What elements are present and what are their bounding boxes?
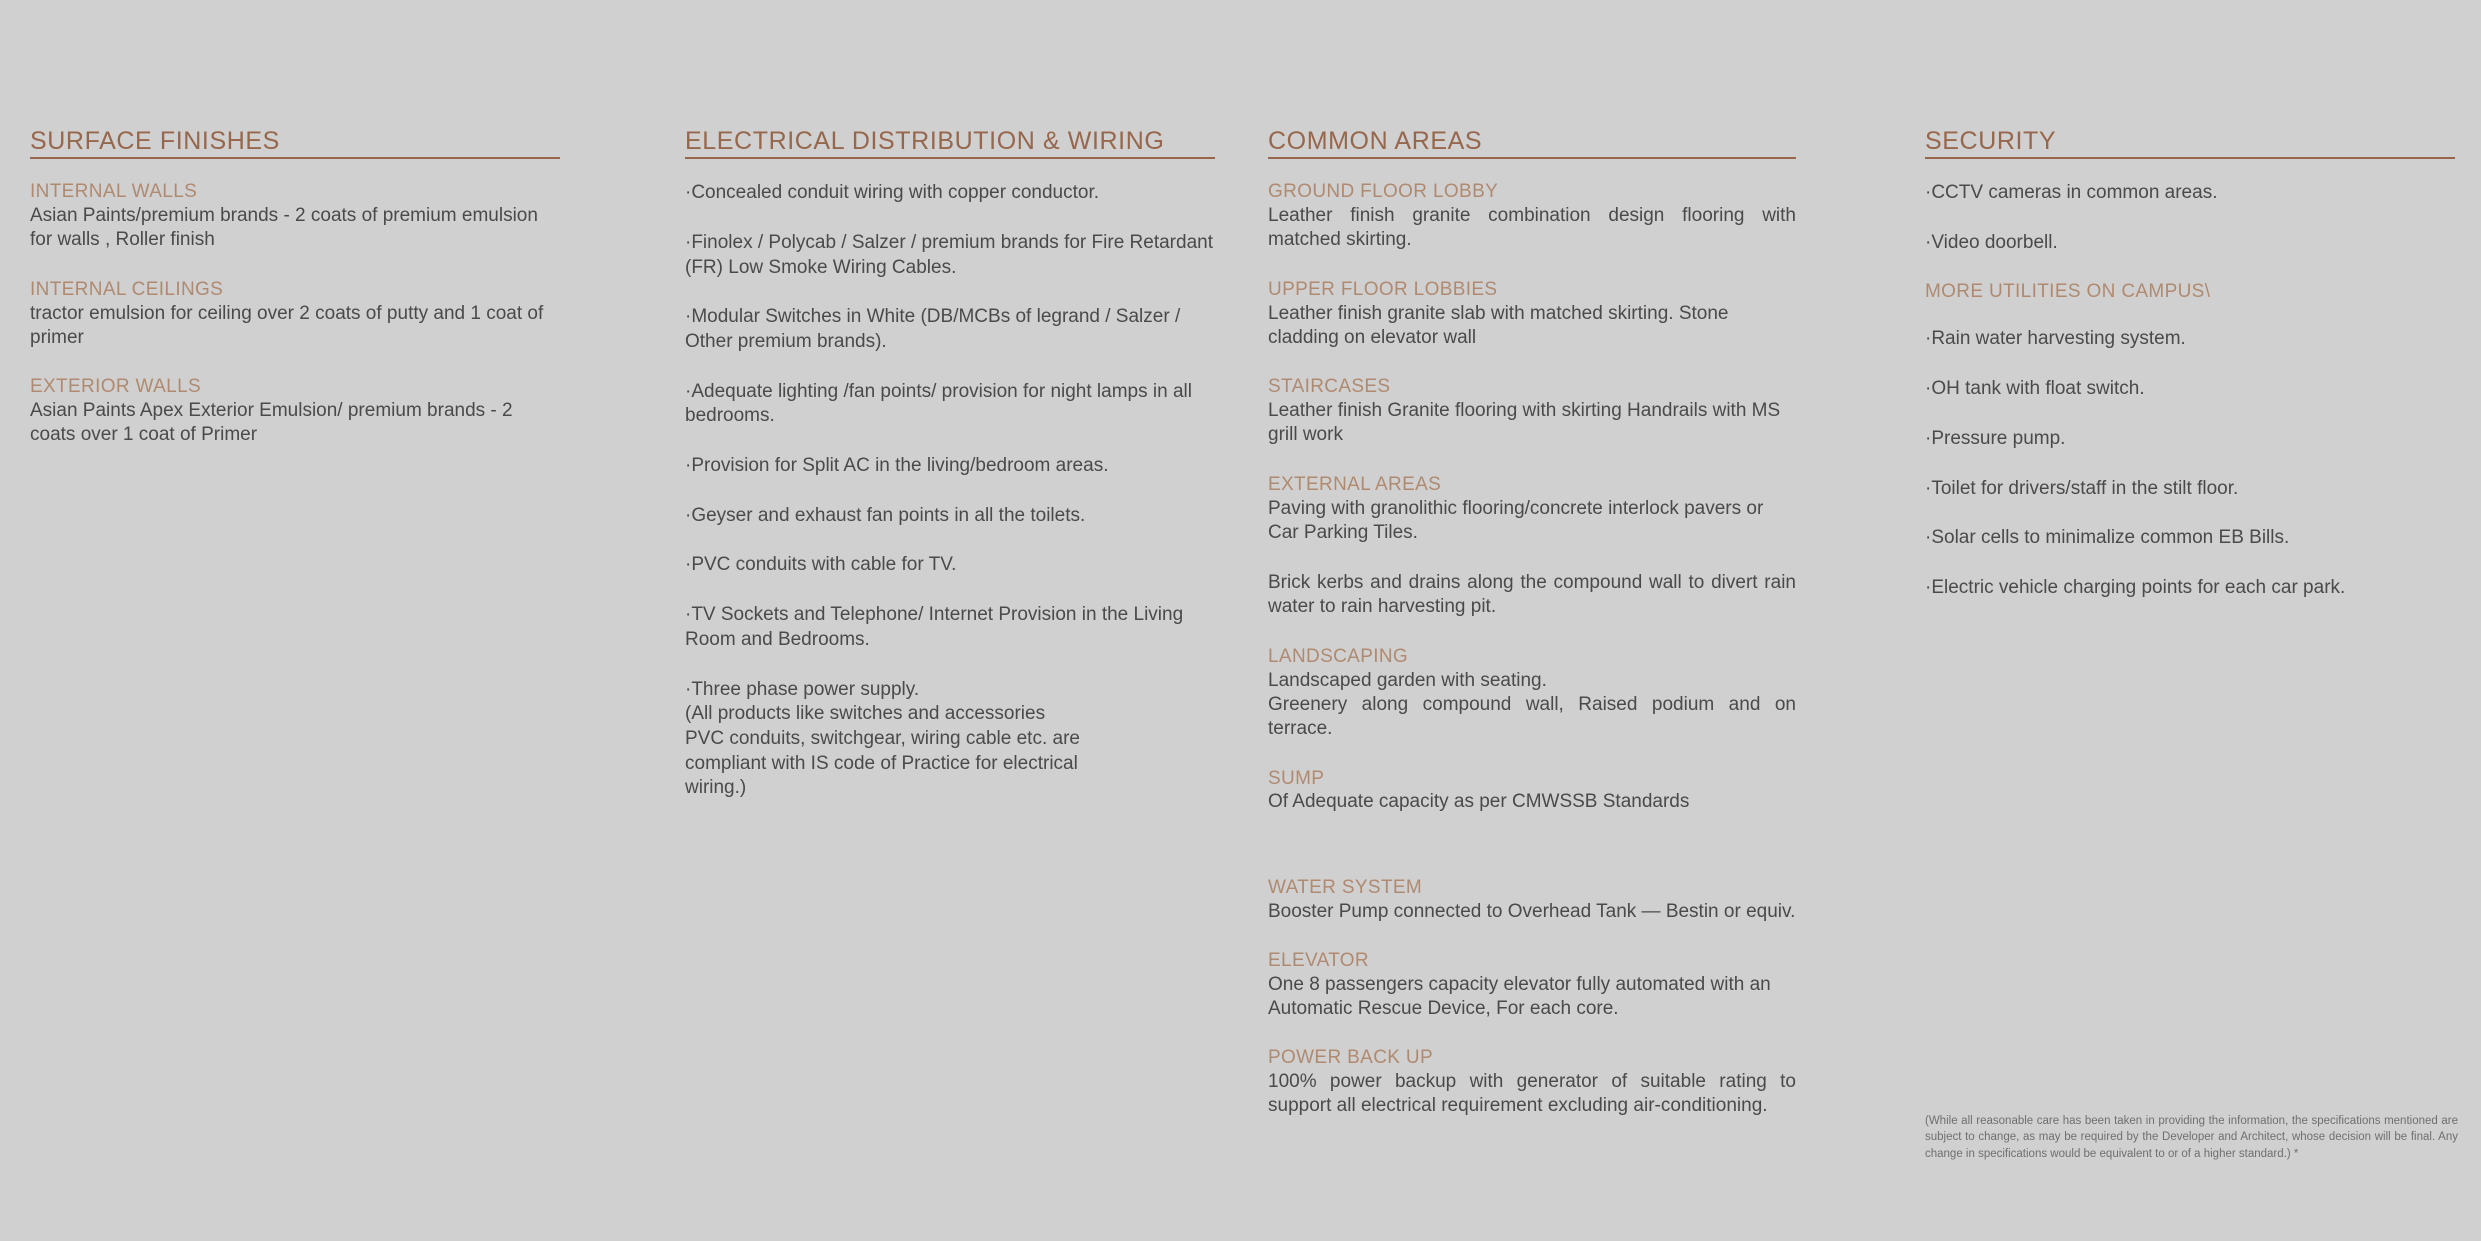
list-item: ·Video doorbell. (1925, 231, 2058, 253)
section-water-system (1268, 877, 1796, 924)
section-ground-floor-lobby (1268, 181, 1796, 252)
list-item: ·Rain water harvesting system. (1925, 328, 2186, 350)
list-item: ·PVC conduits with cable for TV. (685, 554, 957, 576)
section-landscaping (1268, 646, 1796, 742)
section-text: tractor emulsion for ceiling over 2 coats of putty and 1 coat of primer (30, 302, 544, 348)
section-exterior-walls (30, 376, 560, 447)
column-title-surface-finishes: SURFACE FINISHES (30, 127, 280, 155)
section-text: Asian Paints/premium brands - 2 coats of premium emulsion for walls , Roller finish (30, 205, 538, 251)
section-text: Asian Paints Apex Exterior Emulsion/ premium brands - 2 coats over 1 coat of Primer (30, 400, 513, 446)
list-item-line: compliant with IS code of Practice for electrical (685, 752, 1078, 774)
list-item: ·Adequate lighting /fan points/ provision for night lamps in all bedrooms. (685, 380, 1192, 427)
column-title-security: SECURITY (1925, 127, 2057, 155)
title-underline-rule (1268, 157, 1796, 159)
column-surface-finishes (30, 128, 560, 448)
section-text: 100% power backup with generator of suitable rating to support all electrical requirement excluding air-conditioning. (1268, 1071, 1796, 1117)
list-item: ·Pressure pump. (1925, 427, 2066, 449)
list-item: ·Toilet for drivers/staff in the stilt floor. (1925, 477, 2239, 499)
list-item: ·Concealed conduit wiring with copper conductor. (685, 182, 1100, 204)
section-text-extra: Brick kerbs and drains along the compound wall to divert rain water to rain harvesting pit. (1268, 572, 1796, 618)
column-common-areas (1268, 128, 1796, 1119)
section-text-extra: Greenery along compound wall, Raised podium and on terrace. (1268, 693, 1796, 740)
list-item: ·Electric vehicle charging points for each car park. (1925, 576, 2346, 598)
section-label: ELEVATOR (1268, 949, 1370, 971)
section-sump (1268, 768, 1796, 815)
list-item: ·TV Sockets and Telephone/ Internet Provision in the Living Room and Bedrooms. (685, 604, 1184, 650)
section-text: Paving with granolithic flooring/concrete interlock pavers or Car Parking Tiles. (1268, 497, 1764, 543)
section-internal-walls (30, 181, 560, 252)
title-underline-rule (685, 157, 1215, 159)
section-label: STAIRCASES (1268, 376, 1391, 398)
section-upper-floor-lobbies (1268, 279, 1796, 350)
section-label: GROUND FLOOR LOBBY (1268, 181, 1499, 203)
section-power-back-up (1268, 1047, 1796, 1118)
column-title-electrical: ELECTRICAL DISTRIBUTION & WIRING (685, 127, 1165, 155)
section-text: Leather finish Granite flooring with skirting Handrails with MS grill work (1268, 400, 1781, 446)
section-text: Booster Pump connected to Overhead Tank — Bestin or equiv. (1268, 900, 1796, 922)
section-label: EXTERNAL AREAS (1268, 473, 1442, 495)
list-item: ·Geyser and exhaust fan points in all the toilets. (685, 504, 1086, 526)
list-item: ·OH tank with float switch. (1925, 378, 2145, 400)
section-staircases (1268, 376, 1796, 447)
disclaimer-note: (While all reasonable care has been taken in providing the information, the specifications mentioned are subject to change, as may be required by the Developer and Architect, whose decision will be final. Any change in specifications would be equivalent to or of a higher standard.) * (1925, 1115, 2458, 1160)
column-title-common-areas: COMMON AREAS (1268, 127, 1483, 155)
section-text: Landscaped garden with seating. (1268, 669, 1547, 691)
section-label: LANDSCAPING (1268, 645, 1409, 667)
section-internal-ceilings (30, 279, 560, 350)
section-label: WATER SYSTEM (1268, 876, 1423, 898)
list-item-three-phase (685, 678, 1215, 801)
list-item: ·Provision for Split AC in the living/bedroom areas. (685, 455, 1109, 477)
title-underline-rule (1925, 157, 2455, 159)
section-label: EXTERIOR WALLS (30, 376, 202, 398)
column-security (1925, 128, 2455, 601)
list-item-line: (All products like switches and accessories (685, 703, 1046, 725)
section-text: Leather finish granite combination design flooring with matched skirting. (1268, 205, 1796, 251)
list-item: ·Finolex / Polycab / Salzer / premium brands for Fire Retardant (FR) Low Smoke Wiring Cables. (685, 231, 1213, 278)
title-underline-rule (30, 157, 560, 159)
section-label: SUMP (1268, 767, 1325, 789)
section-label-more-utilities: MORE UTILITIES ON CAMPUS\ (1925, 280, 2211, 302)
list-item-line: ·Three phase power supply. (685, 678, 920, 700)
section-text: One 8 passengers capacity elevator fully automated with an Automatic Rescue Device, For each core. (1268, 973, 1771, 1019)
section-label: POWER BACK UP (1268, 1047, 1434, 1069)
section-text: Leather finish granite slab with matched skirting. Stone cladding on elevator wall (1268, 302, 1729, 348)
list-item-line: PVC conduits, switchgear, wiring cable etc. are (685, 727, 1080, 749)
list-item-line: wiring.) (685, 777, 747, 799)
section-label: INTERNAL WALLS (30, 181, 198, 203)
column-electrical-distribution-wiring (685, 128, 1215, 801)
section-elevator (1268, 950, 1796, 1021)
list-item: ·Modular Switches in White (DB/MCBs of legrand / Salzer / Other premium brands). (685, 306, 1181, 352)
list-item: ·Solar cells to minimalize common EB Bills. (1925, 527, 2290, 549)
list-item: ·CCTV cameras in common areas. (1925, 182, 2218, 204)
section-label: INTERNAL CEILINGS (30, 278, 224, 300)
section-external-areas (1268, 474, 1796, 620)
section-text: Of Adequate capacity as per CMWSSB Standards (1268, 791, 1690, 813)
section-label: UPPER FLOOR LOBBIES (1268, 278, 1498, 300)
